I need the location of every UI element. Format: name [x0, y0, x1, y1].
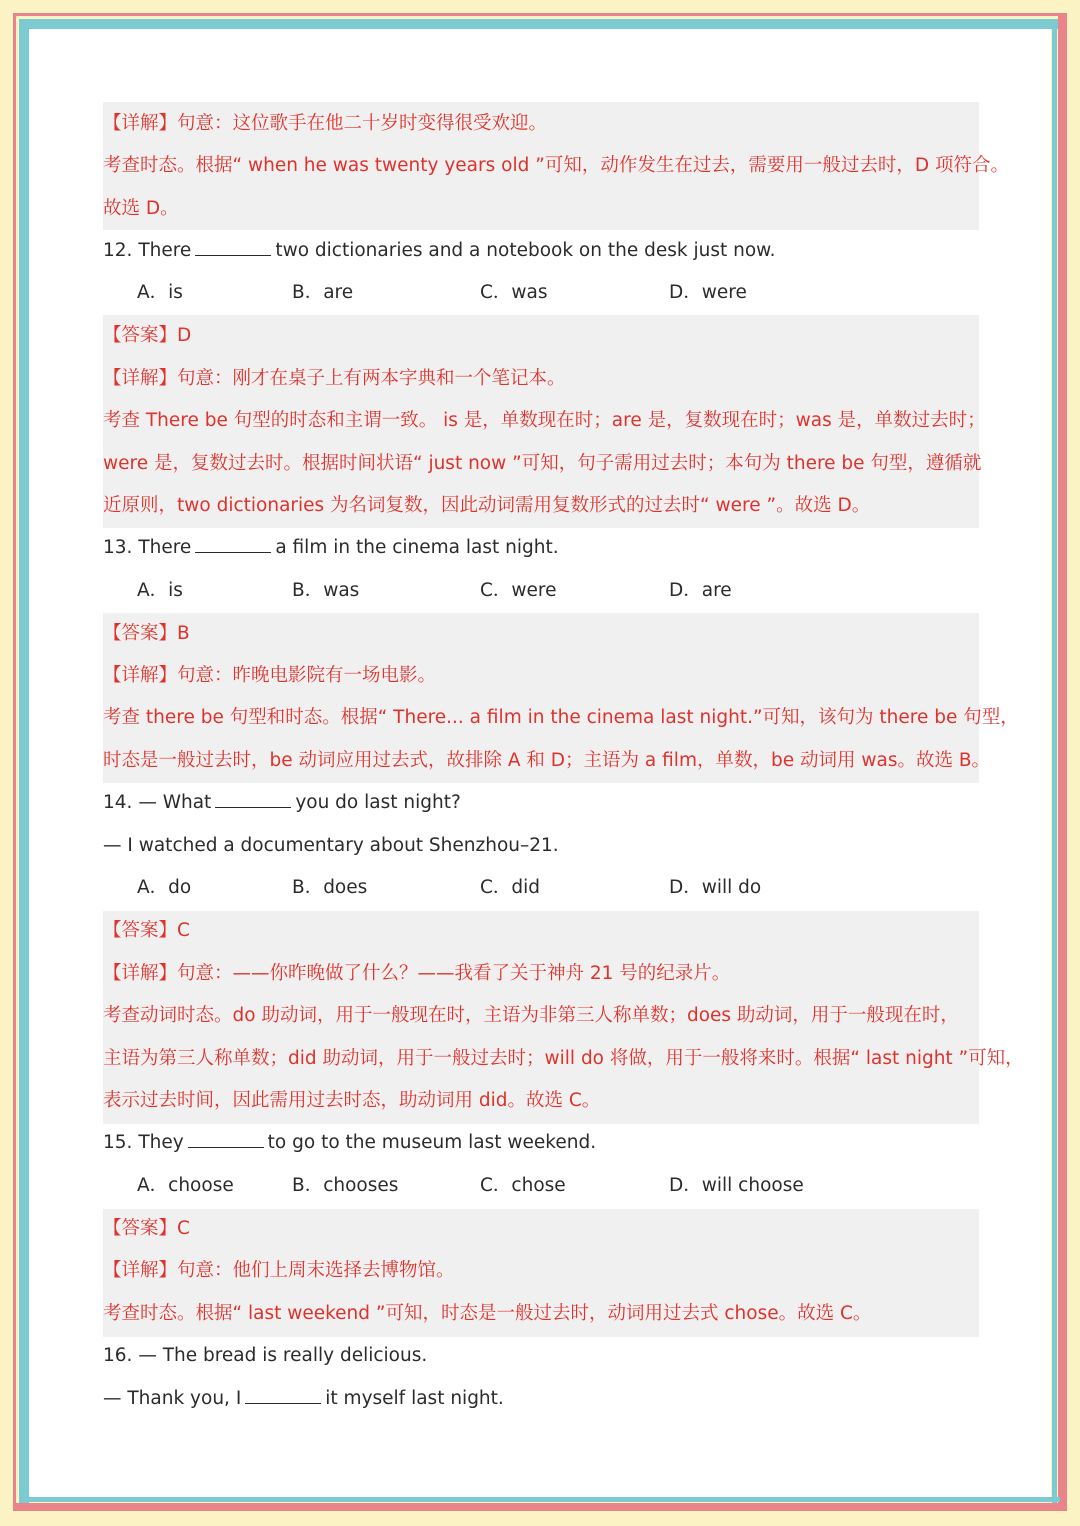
question-stem-post: to go to the museum last weekend. [267, 1132, 597, 1153]
question-15 [103, 1125, 596, 1161]
question-14-reply: — I watched a documentary about Shenzhou–21. [103, 835, 559, 856]
analysis-12-line-2: were 是，复数过去时。根据时间状语“ just now ”可知，句子需用过去时；本句为 there be 句型，遵循就 [103, 453, 982, 474]
option-b: B．was [292, 580, 360, 601]
question-stem-pre: There [138, 240, 192, 261]
question-12 [103, 233, 775, 269]
answer-blank [188, 1129, 264, 1148]
question-16-reply [103, 1381, 504, 1417]
analysis-12-line-3: 近原则，two dictionaries 为名词复数，因此动词需用复数形式的过去时“ were ”。故选 D。 [103, 495, 871, 516]
answer-15: 【答案】C [103, 1218, 190, 1239]
analysis-13-line-2: 时态是一般过去时，be 动词应用过去式，故排除 A 和 D；主语为 a film，单数，be 动词用 was。故选 B。 [103, 750, 991, 771]
option-b: B．chooses [292, 1175, 399, 1196]
detail-14: 【详解】句意：——你昨晚做了什么？——我看了关于神舟 21 号的纪录片。 [103, 963, 731, 984]
question-stem-pre: They [138, 1132, 184, 1153]
analysis-13-line-1: 考查 there be 句型和时态。根据“ There... a film in the cinema last night.”可知，该句为 there be 句型， [103, 707, 1019, 728]
question-stem-pre: There [138, 537, 192, 558]
answer-13: 【答案】B [103, 623, 190, 644]
analysis-14-line-3: 表示过去时间，因此需用过去时态，助动词用 did。故选 C。 [103, 1090, 601, 1111]
frame-edge-bottom-red [13, 1503, 1067, 1511]
analysis-14-line-2: 主语为第三人称单数；did 助动词，用于一般过去时；will do 将做，用于一般将来时。根据“ last night ”可知， [103, 1048, 1024, 1069]
question-stem: — The bread is really delicious. [138, 1345, 428, 1366]
answer-blank [195, 237, 271, 256]
option-c: C．chose [480, 1175, 566, 1196]
question-stem-pre: — What [138, 792, 212, 813]
question-number: 15. [103, 1132, 133, 1153]
option-d: D．will choose [669, 1175, 804, 1196]
option-b: B．are [292, 282, 354, 303]
reply-post: it myself last night. [325, 1388, 504, 1409]
question-stem-post: you do last night? [295, 792, 461, 813]
question-13 [103, 530, 559, 566]
answer-12: 【答案】D [103, 325, 192, 346]
answer-blank [195, 534, 271, 553]
answer-14: 【答案】C [103, 920, 190, 941]
detail-11: 【详解】句意：这位歌手在他二十岁时变得很受欢迎。 [103, 113, 548, 134]
option-a: A．is [137, 580, 183, 601]
frame-edge-right-teal [1052, 20, 1057, 1508]
detail-13: 【详解】句意：昨晚电影院有一场电影。 [103, 665, 437, 686]
question-stem-post: a film in the cinema last night. [275, 537, 559, 558]
detail-15: 【详解】句意：他们上周末选择去博物馆。 [103, 1260, 455, 1281]
option-d: D．were [669, 282, 747, 303]
reply-pre: — Thank you, I [103, 1388, 242, 1409]
analysis-15-line-1: 考查时态。根据“ last weekend ”可知，时态是一般过去时，动词用过去式 chose。故选 C。 [103, 1303, 872, 1324]
question-16 [103, 1338, 427, 1374]
analysis-11-line-2: 故选 D。 [103, 198, 179, 219]
question-number: 16. [103, 1345, 133, 1366]
question-number: 13. [103, 537, 133, 558]
answer-blank [245, 1385, 321, 1404]
analysis-11-line-1: 考查时态。根据“ when he was twenty years old ”可知，动作发生在过去，需要用一般过去时，D 项符合。 [103, 155, 1009, 176]
detail-12: 【详解】句意：刚才在桌子上有两本字典和一个笔记本。 [103, 368, 566, 389]
analysis-12-line-1: 考查 There be 句型的时态和主谓一致。 is 是，单数现在时；are 是，复数现在时；was 是，单数过去时； [103, 410, 986, 431]
question-number: 14. [103, 792, 133, 813]
option-c: C．was [480, 282, 548, 303]
frame-edge-bottom-teal [20, 1497, 1060, 1502]
question-stem-post: two dictionaries and a notebook on the desk just now. [275, 240, 776, 261]
question-14 [103, 785, 461, 821]
analysis-14-line-1: 考查动词时态。do 助动词，用于一般现在时，主语为非第三人称单数；does 助动词，用于一般现在时， [103, 1005, 959, 1026]
frame-edge-right-red [1058, 13, 1067, 1511]
option-d: D．are [669, 580, 732, 601]
option-d: D．will do [669, 877, 762, 898]
option-a: A．choose [137, 1175, 234, 1196]
question-number: 12. [103, 240, 133, 261]
option-a: A．is [137, 282, 183, 303]
option-c: C．did [480, 877, 541, 898]
answer-blank [215, 789, 291, 808]
option-b: B．does [292, 877, 368, 898]
option-a: A．do [137, 877, 192, 898]
option-c: C．were [480, 580, 557, 601]
